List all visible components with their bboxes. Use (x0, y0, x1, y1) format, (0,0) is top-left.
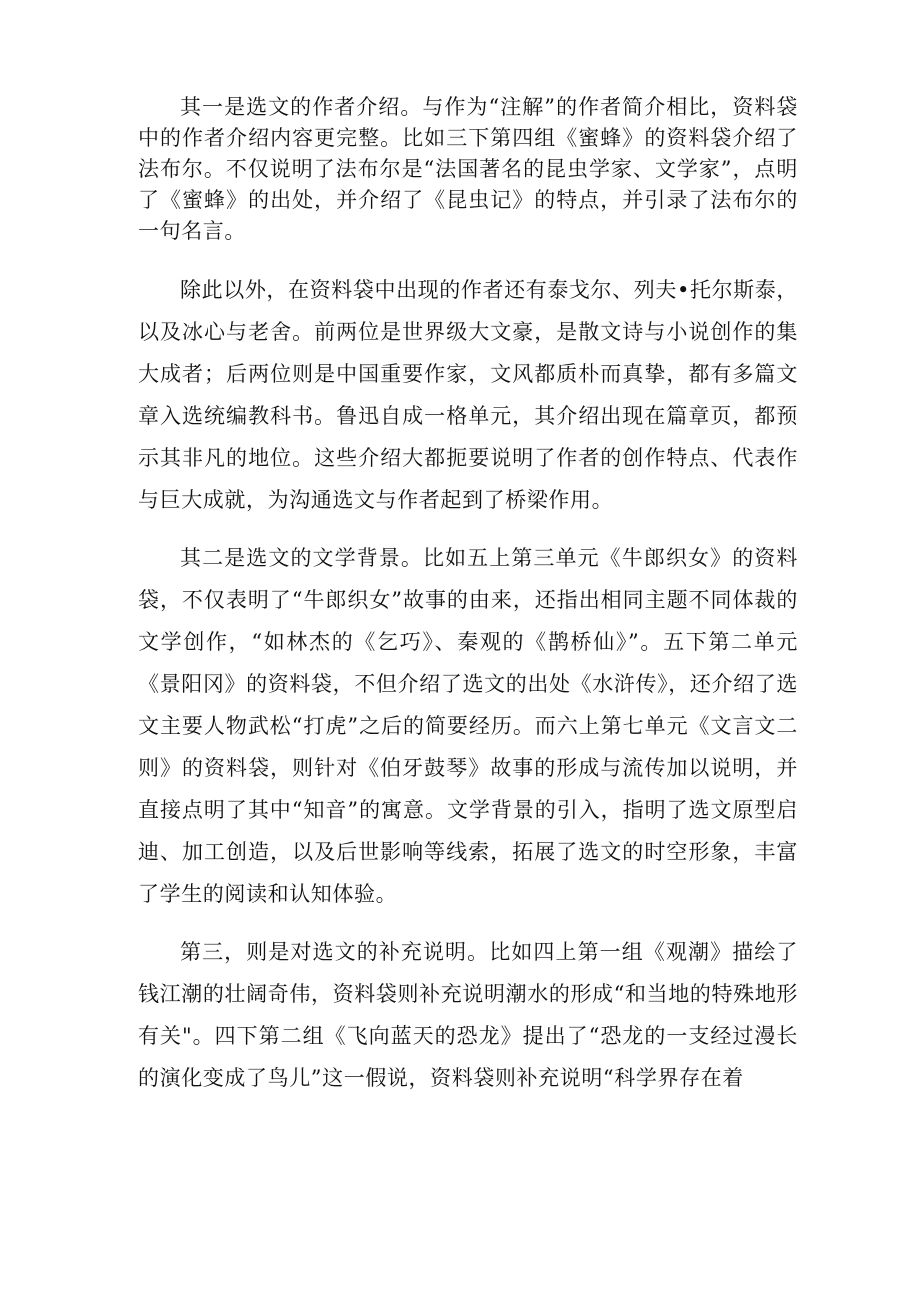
paragraph-other-authors: 除此以外，在资料袋中出现的作者还有泰戈尔、列夫•托尔斯泰，以及冰心与老舍。前两位是世界级大文豪，是散文诗与小说创作的集大成者；后两位则是中国重要作家，文风都质朴而真挚，都有多篇文章入选统编教科书。鲁迅自成一格单元，其介绍出现在篇章页，都预示其非凡的地位。这些介绍大都扼要说明了作者的创作特点、代表作与巨大成就，为沟通选文与作者起到了桥梁作用。 (138, 278, 798, 512)
paragraph-author-intro: 其一是选文的作者介绍。与作为“注解”的作者简介相比，资料袋中的作者介绍内容更完整。比如三下第四组《蜜蜂》的资料袋介绍了法布尔。不仅说明了法布尔是“法国著名的昆虫学家、文学家”，点明了《蜜蜂》的出处，并介绍了《昆虫记》的特点，并引录了法布尔的一句名言。 (138, 95, 798, 243)
document-body (138, 92, 798, 1115)
paragraph-literary-background: 其二是选文的文学背景。比如五上第三单元《牛郎织女》的资料袋，不仅表明了“牛郎织女”故事的由来，还指出相同主题不同体裁的文学创作，“如林杰的《乞巧》、秦观的《鹊桥仙》”。五下第二单元《景阳冈》的资料袋，不但介绍了选文的出处《水浒传》，还介绍了选文主要人物武松“打虎”之后的简要经历。而六上第七单元《文言文二则》的资料袋，则针对《伯牙鼓琴》故事的形成与流传加以说明，并直接点明了其中“知音”的寓意。文学背景的引入，指明了选文原型启迪、加工创造，以及后世影响等线索，拓展了选文的时空形象，丰富了学生的阅读和认知体验。 (138, 546, 798, 906)
paragraph-supplementary-notes: 第三，则是对选文的补充说明。比如四上第一组《观潮》描绘了钱江潮的壮阔奇伟，资料袋则补充说明潮水的形成“和当地的特殊地形有关"。四下第二组《飞向蓝天的恐龙》提出了“恐龙的一支经过漫长的演化变成了鸟儿”这一假说，资料袋则补充说明“科学界存在着 (138, 940, 798, 1090)
